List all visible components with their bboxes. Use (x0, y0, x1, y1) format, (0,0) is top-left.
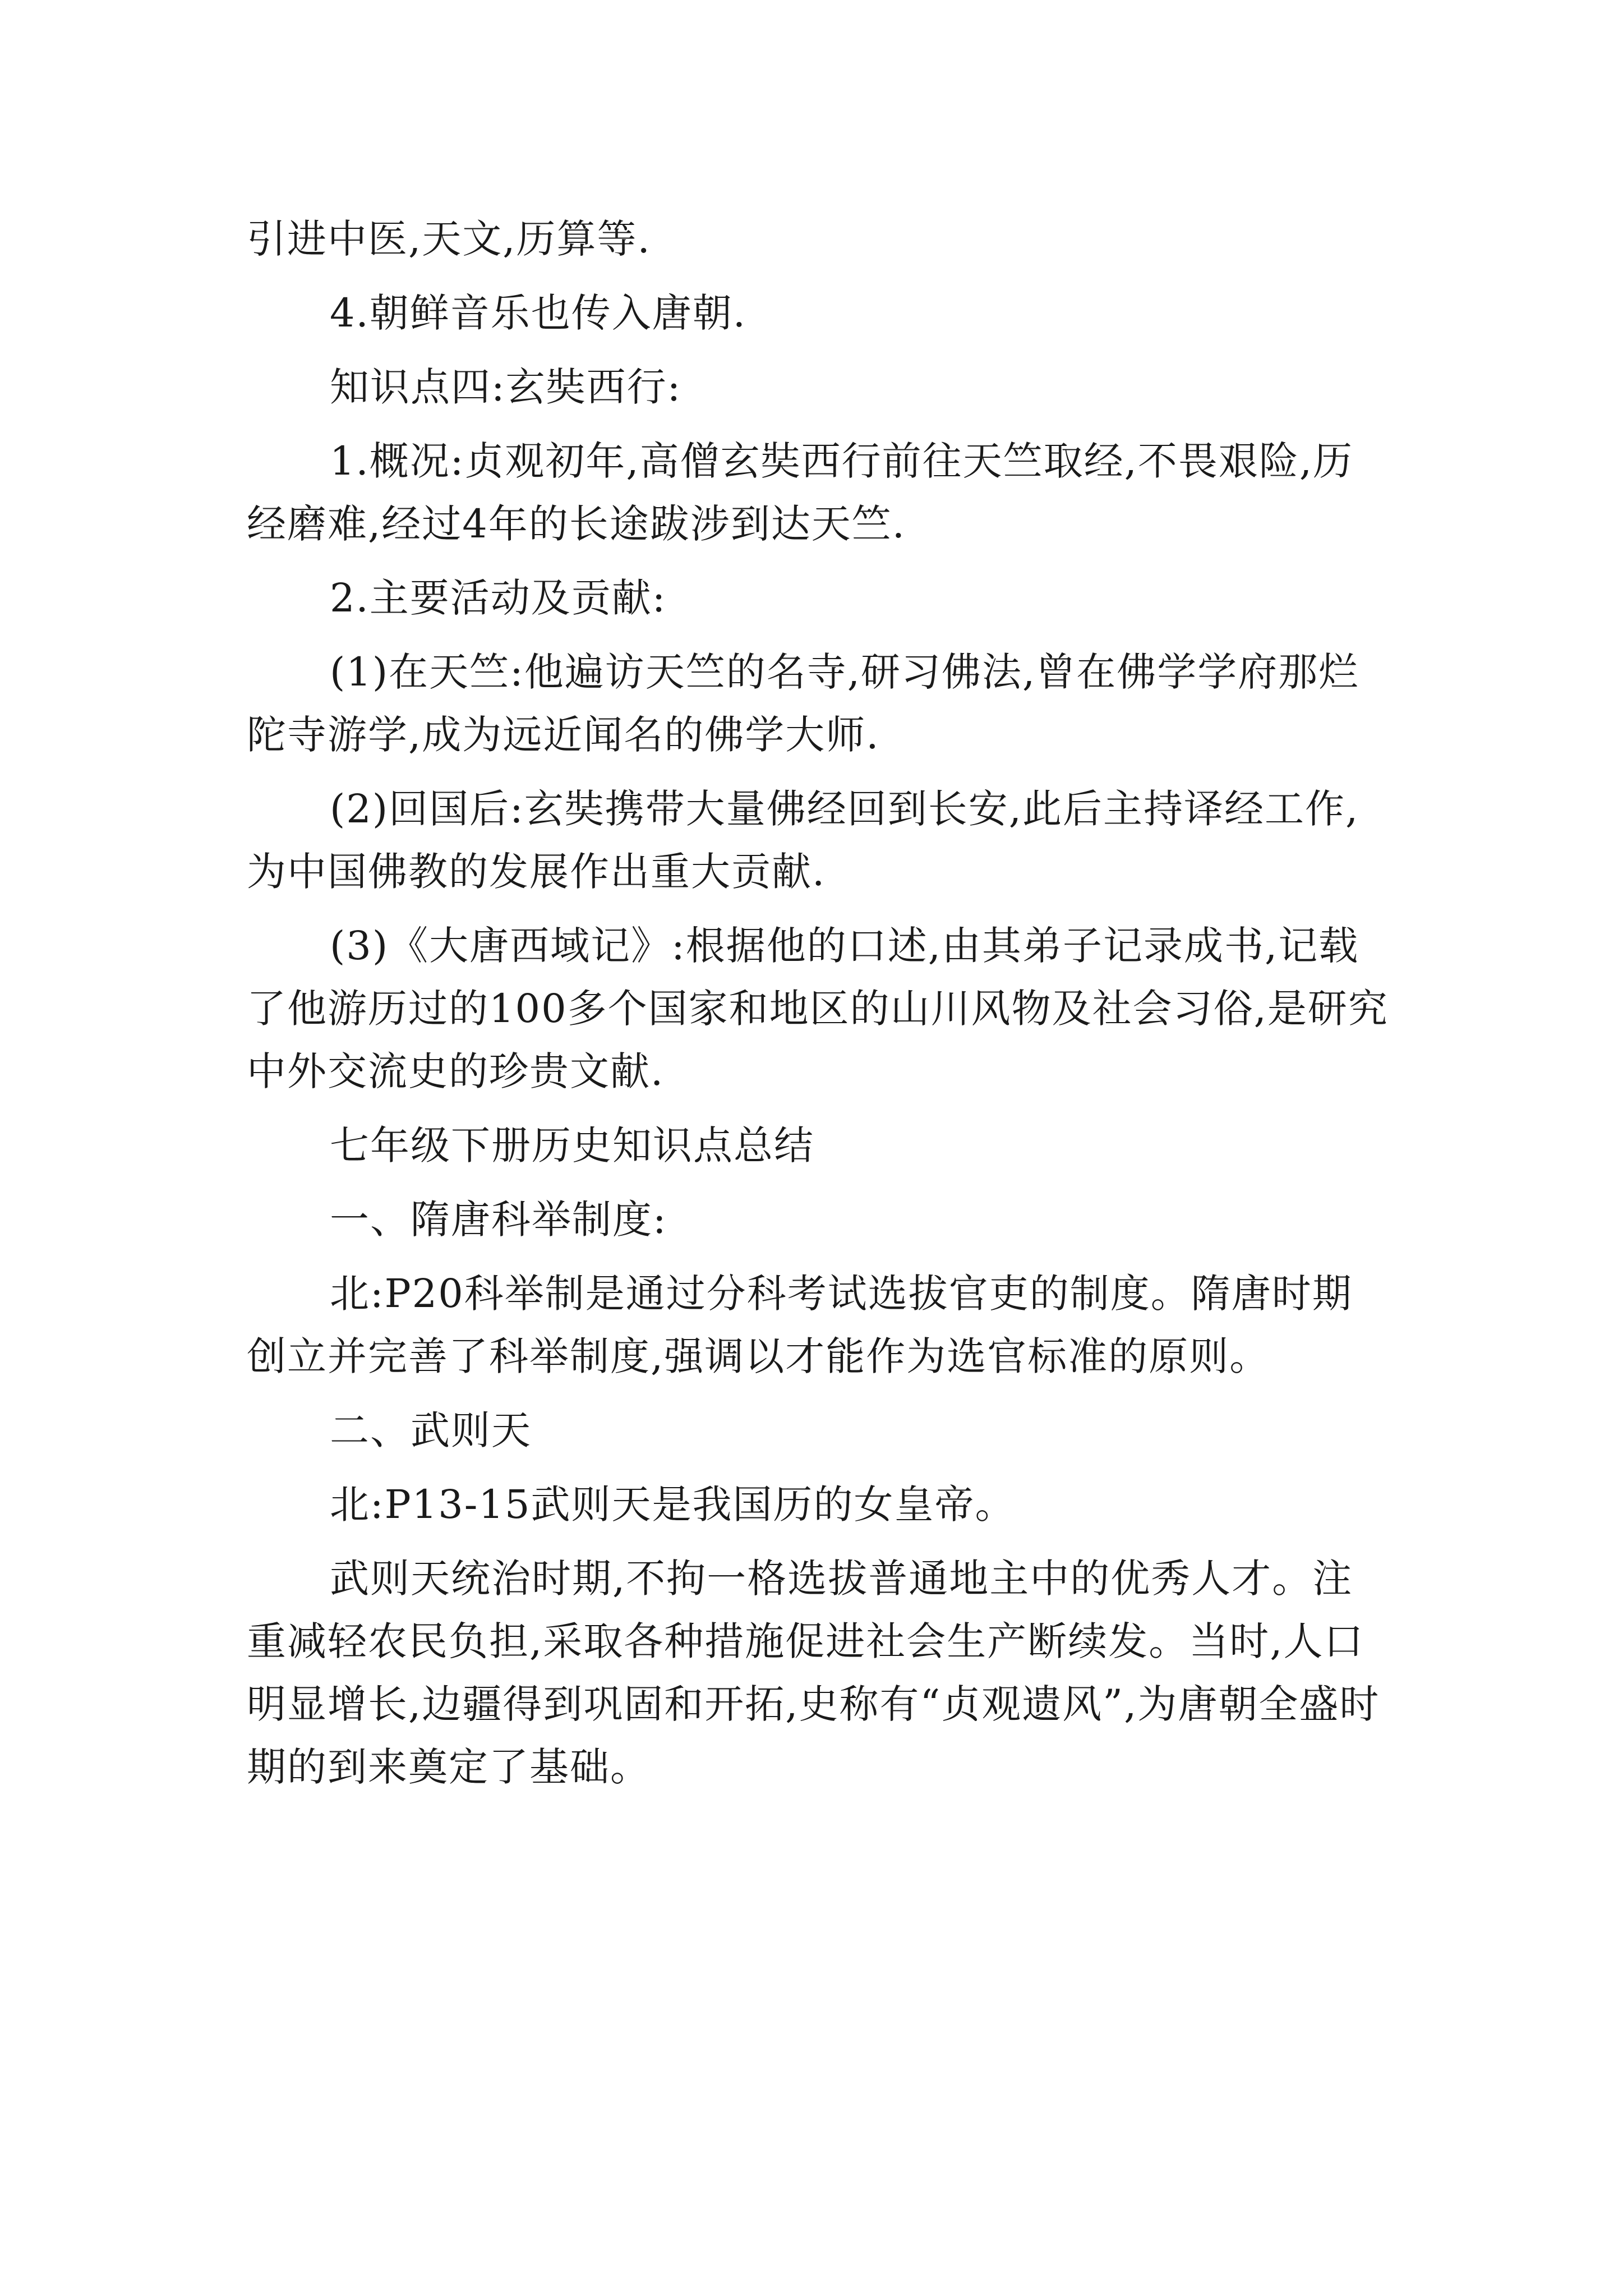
paragraph: 北:P13-15武则天是我国历的女皇帝。 (330, 1481, 1016, 1527)
paragraph: (2)回国后:玄奘携带大量佛经回到长安,此后主持译经工作,为中国佛教的发展作出重大贡献. (247, 786, 1359, 895)
paragraph: (3)《大唐西域记》:根据他的口述,由其弟子记录成书,记载了他游历过的100多个国家和地区的山川风物及社会习俗,是研究中外交流史的珍贵文献. (247, 923, 1389, 1094)
paragraph: (1)在天竺:他遍访天竺的名寺,研习佛法,曾在佛学学府那烂陀寺游学,成为远近闻名的佛学大师. (247, 649, 1359, 758)
paragraph: 引进中医,天文,历算等. (247, 216, 651, 262)
paragraph: 2.主要活动及贡献: (330, 575, 667, 621)
section-heading: 一、隋唐科举制度: (330, 1197, 667, 1243)
section-heading: 知识点四:玄奘西行: (330, 364, 682, 410)
section-heading: 二、武则天 (330, 1407, 532, 1453)
section-heading: 七年级下册历史知识点总结 (330, 1122, 814, 1168)
document-body (247, 208, 1391, 1810)
paragraph: 武则天统治时期,不拘一格选拔普通地主中的优秀人才。注重减轻农民负担,采取各种措施促进社会生产断续发。当时,人口明显增长,边疆得到巩固和开拓,史称有“贞观遗风”,为唐朝全盛时期的到来奠定了基础。 (247, 1556, 1380, 1790)
paragraph: 1.概况:贞观初年,高僧玄奘西行前往天竺取经,不畏艰险,历经磨难,经过4年的长途跋涉到达天竺. (247, 438, 1354, 547)
paragraph: 北:P20科举制是通过分科考试选拔官吏的制度。隋唐时期创立并完善了科举制度,强调以才能作为选官标准的原则。 (247, 1271, 1353, 1379)
paragraph: 4.朝鲜音乐也传入唐朝. (330, 290, 747, 336)
